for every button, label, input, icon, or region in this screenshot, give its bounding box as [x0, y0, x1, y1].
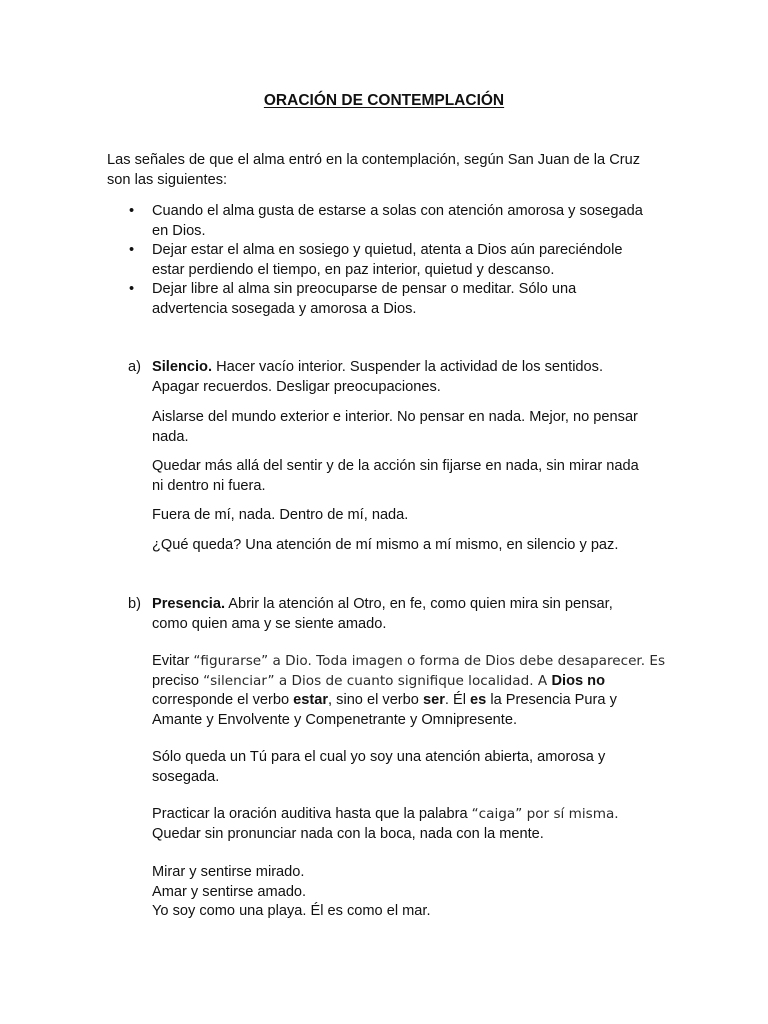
bullet-icon: •	[129, 242, 135, 258]
section-a-paragraph-3: Quedar más allá del sentir y de la acción sin fijarse en nada, sin mirar nada ni dentro ni fuera.	[152, 458, 639, 494]
section-a-heading: Silencio.	[152, 359, 213, 375]
section-b-label: b)	[128, 596, 141, 612]
signs-list	[107, 202, 667, 319]
section-a-label: a)	[128, 359, 141, 375]
section-a-paragraph-2: Aislarse del mundo exterior e interior. No pensar en nada. Mejor, no pensar nada.	[152, 409, 638, 445]
section-b-paragraph-5: Mirar y sentirse mirado. Amar y sentirse amado. Yo soy como una playa. Él es como el mar.	[152, 864, 431, 919]
list-item: • Dejar estar el alma en sosiego y quietud, atenta a Dios aún pareciéndole estar perdiendo el tiempo, en paz interior, quietud y descanso.	[129, 242, 623, 278]
section-b-paragraph-2: Evitar “figurarse” a Dio. Toda imagen o forma de Dios debe desaparecer. Es preciso “silenciar” a Dios de cuanto signifique localidad. A Dios no corresponde el verbo estar, sino el verbo ser. Él es la Presencia Pura y Amante y Envolvente y Compenetrante y Omnipresente.	[152, 653, 666, 728]
list-item: • Cuando el alma gusta de estarse a solas con atención amorosa y sosegada en Dios.	[129, 203, 643, 239]
section-b-paragraph-4: Practicar la oración auditiva hasta que la palabra “caiga” por sí misma. Quedar sin pronunciar nada con la boca, nada con la mente.	[152, 806, 619, 842]
intro-line: Las señales de que el alma entró en la contemplación, según San Juan de la Cruz	[107, 152, 641, 168]
section-b-paragraph-1: Presencia. Abrir la atención al Otro, en fe, como quien mira sin pensar, como quien ama y se siente amado.	[152, 596, 613, 632]
bullet-icon: •	[129, 203, 135, 219]
bullet-icon: •	[129, 281, 135, 297]
intro-paragraph	[107, 151, 667, 190]
page-title: ORACIÓN DE CONTEMPLACIÓN	[263, 92, 505, 109]
section-a-paragraph-4: Fuera de mí, nada. Dentro de mí, nada.	[152, 507, 409, 523]
section-b-heading: Presencia.	[152, 596, 226, 612]
section-a-paragraph-1: Silencio. Hacer vacío interior. Suspender la actividad de los sentidos. Apagar recuerdos. Desligar preocupaciones.	[152, 359, 604, 395]
section-b-paragraph-3: Sólo queda un Tú para el cual yo soy una atención abierta, amorosa y sosegada.	[152, 749, 606, 785]
list-item: • Dejar libre al alma sin preocuparse de pensar o meditar. Sólo una advertencia sosegada y amorosa a Dios.	[129, 281, 577, 317]
section-a-paragraph-5: ¿Qué queda? Una atención de mí mismo a mí mismo, en silencio y paz.	[152, 537, 619, 553]
intro-line: son las siguientes:	[107, 171, 228, 188]
